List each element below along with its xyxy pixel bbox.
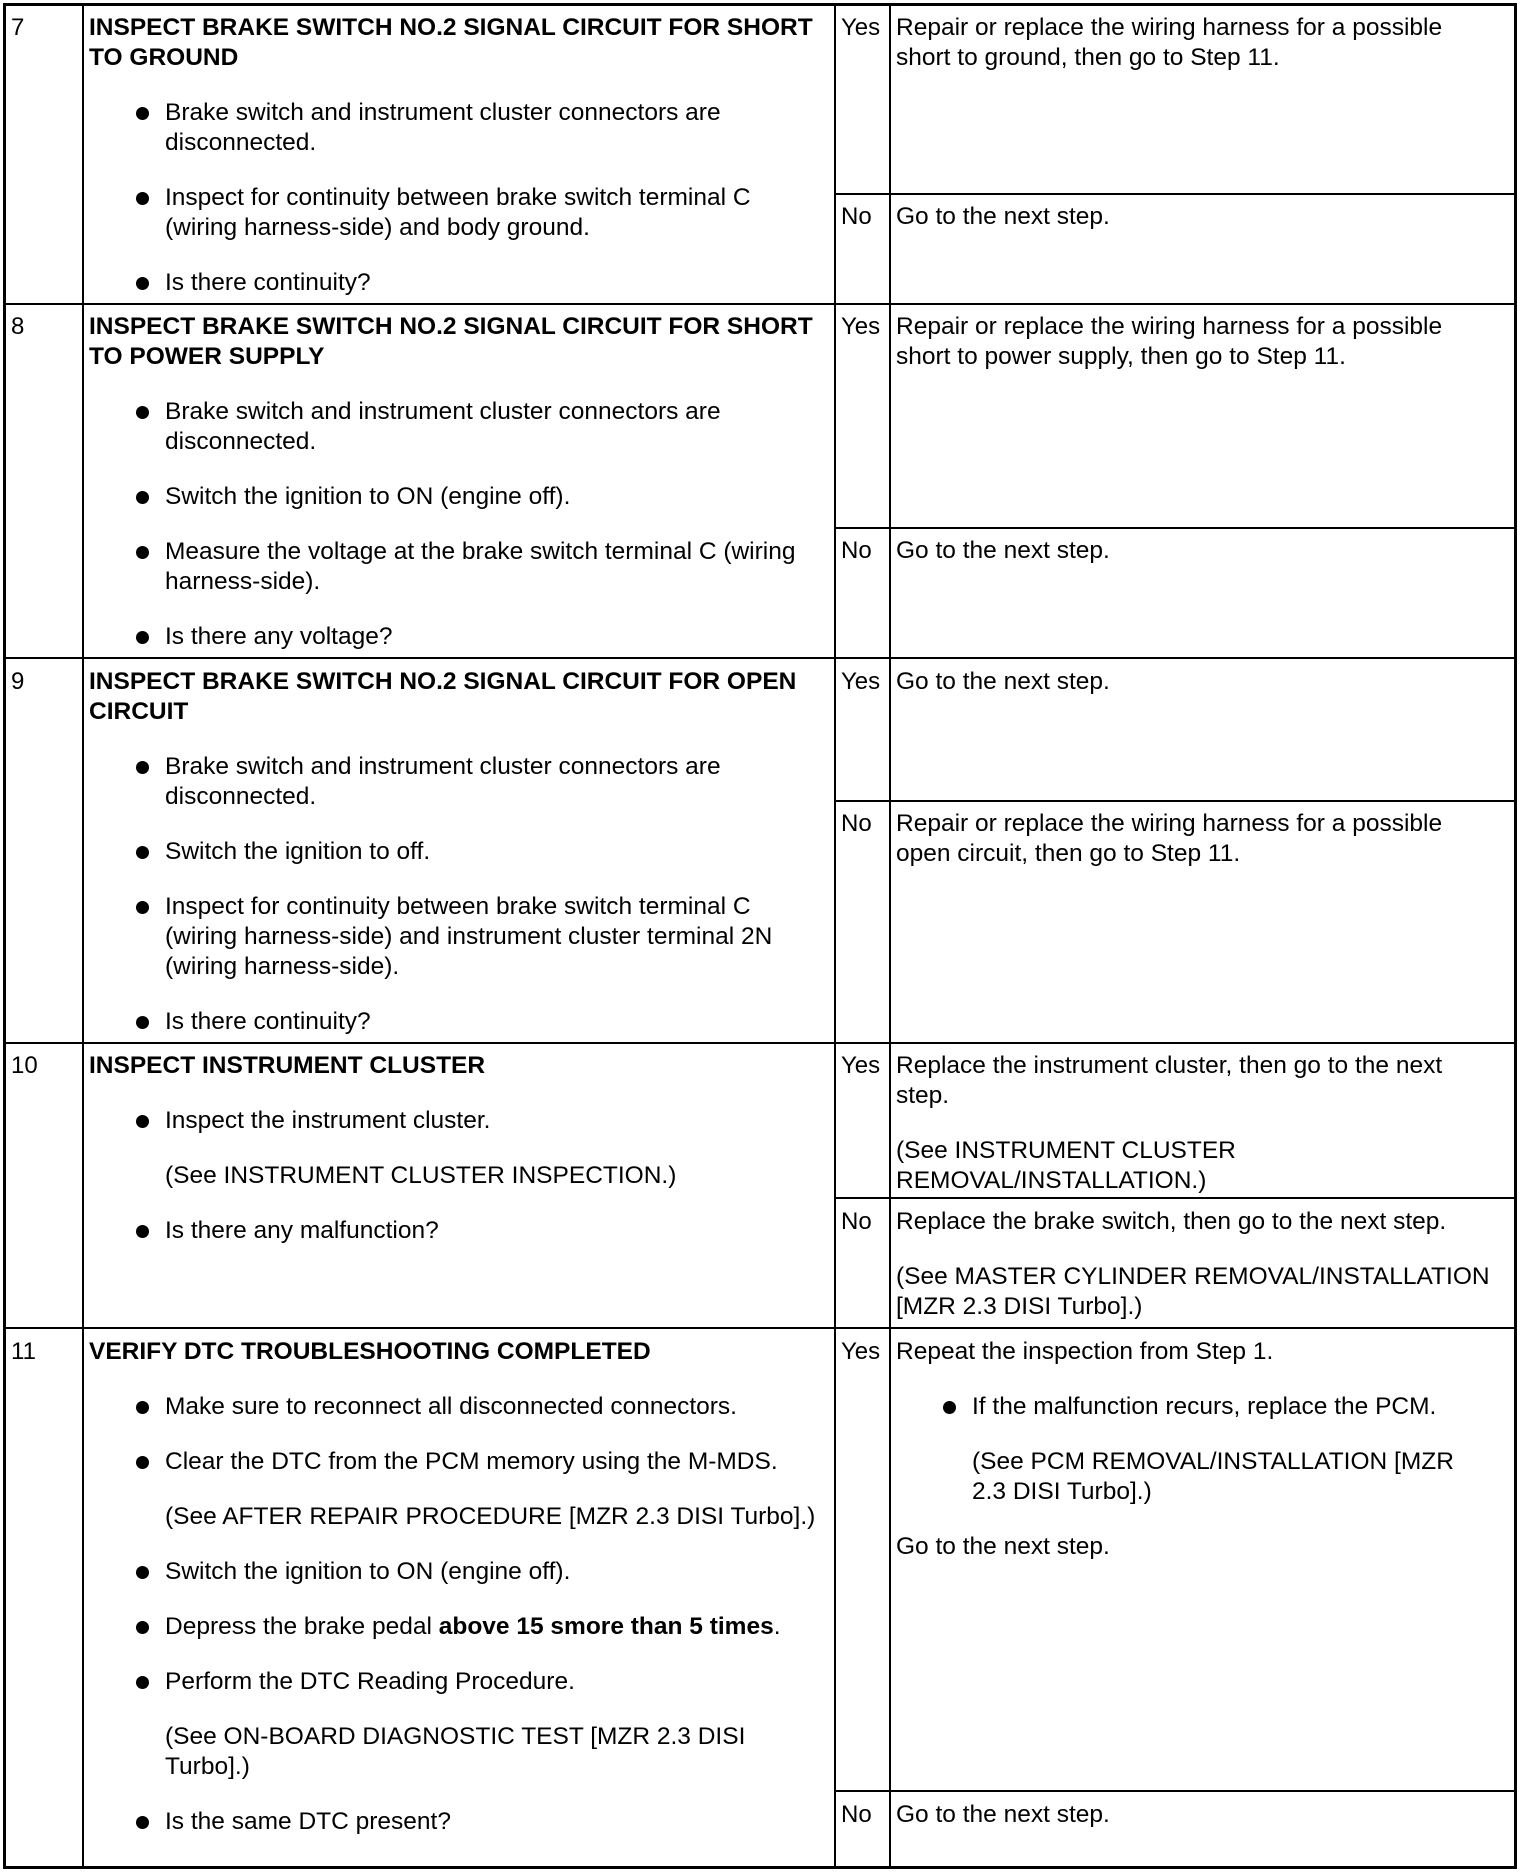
bullet-item: Is there any voltage?: [89, 622, 824, 652]
bullet-item: Is there any malfunction?: [89, 1216, 824, 1246]
row-divider: [3, 1327, 1517, 1329]
yes-action: [896, 667, 1478, 697]
no-reference: (See MASTER CYLINDER REMOVAL/INSTALLATION [MZR 2.3 DISI Turbo].): [896, 1263, 1490, 1320]
yes-label: Yes: [841, 1338, 881, 1365]
row-divider: [3, 657, 1517, 659]
column-divider-result: [889, 3, 891, 1869]
step-title: INSPECT BRAKE SWITCH NO.2 SIGNAL CIRCUIT FOR OPEN CIRCUIT: [89, 668, 797, 725]
yes-label: Yes: [841, 668, 881, 695]
yes-action-text: Go to the next step.: [896, 668, 1110, 695]
bullet-item: [89, 1612, 824, 1642]
yes-action-text: Repair or replace the wiring harness for a possible short to ground, then go to Step 11.: [896, 14, 1443, 71]
no-label: No: [841, 1208, 872, 1235]
reference-note: (See ON-BOARD DIAGNOSTIC TEST [MZR 2.3 DISI Turbo].): [165, 1723, 746, 1780]
yes-action-text: Repair or replace the wiring harness for a possible short to power supply, then go to Step 11.: [896, 313, 1443, 370]
step-number: 9: [11, 668, 25, 695]
no-action: [896, 536, 1478, 566]
step-content: [89, 13, 824, 298]
bullet-item: Brake switch and instrument cluster connectors are disconnected.: [89, 98, 824, 158]
step-number: 8: [11, 313, 25, 340]
bullet-item: Switch the ignition to off.: [89, 837, 829, 867]
yes-label: Yes: [841, 1052, 881, 1079]
bullet-item: Perform the DTC Reading Procedure.: [89, 1667, 824, 1697]
bullet-item: Brake switch and instrument cluster connectors are disconnected.: [89, 397, 824, 457]
bullet-item: Measure the voltage at the brake switch terminal C (wiring harness-side).: [89, 537, 824, 597]
yes-no-divider: [834, 1790, 1517, 1792]
row-divider: [3, 1042, 1517, 1044]
bullet-item: Is the same DTC present?: [89, 1807, 824, 1837]
no-label: No: [841, 810, 872, 837]
no-action-text: Go to the next step.: [896, 1801, 1110, 1828]
no-label: No: [841, 203, 872, 230]
yes-action: [896, 1051, 1478, 1196]
no-action-text: Go to the next step.: [896, 537, 1110, 564]
yes-no-divider: [834, 1197, 1517, 1199]
yes-action: [896, 312, 1478, 372]
no-action: [896, 202, 1478, 232]
step-number: 10: [11, 1052, 38, 1079]
bullet-item: Is there continuity?: [89, 1007, 829, 1037]
yes-label: Yes: [841, 14, 881, 41]
yes-action-text: Replace the instrument cluster, then go to the next step.: [896, 1052, 1443, 1109]
bullet-item: Inspect for continuity between brake switch terminal C (wiring harness-side) and body ground.: [89, 183, 824, 243]
step-content: [89, 312, 824, 652]
step-number: 11: [11, 1338, 36, 1365]
no-action-text: Repair or replace the wiring harness for a possible open circuit, then go to Step 11.: [896, 810, 1443, 867]
no-action: [896, 1800, 1478, 1830]
step-title: INSPECT BRAKE SWITCH NO.2 SIGNAL CIRCUIT FOR SHORT TO POWER SUPPLY: [89, 313, 813, 370]
yes-label: Yes: [841, 313, 881, 340]
reference-note: (See PCM REMOVAL/INSTALLATION [MZR 2.3 DISI Turbo].): [972, 1448, 1454, 1505]
bullet-text-end: .: [773, 1613, 781, 1640]
emphasis-text: above 15 smore than 5 times: [438, 1613, 774, 1640]
no-action-text: Go to the next step.: [896, 203, 1110, 230]
yes-action: [896, 13, 1478, 73]
yes-no-divider: [834, 527, 1517, 529]
no-action-text: Replace the brake switch, then go to the next step.: [896, 1208, 1447, 1235]
reference-note: (See AFTER REPAIR PROCEDURE [MZR 2.3 DISI Turbo].): [165, 1503, 816, 1530]
yes-no-divider: [834, 800, 1517, 802]
yes-action: [896, 1337, 1478, 1562]
reference-note: (See INSTRUMENT CLUSTER INSPECTION.): [165, 1162, 677, 1189]
step-title: INSPECT INSTRUMENT CLUSTER: [89, 1052, 486, 1079]
bullet-item: If the malfunction recurs, replace the PCM.: [896, 1392, 1478, 1422]
column-divider-step: [82, 3, 84, 1869]
step-content: [89, 1051, 824, 1246]
bullet-item: Inspect the instrument cluster.: [89, 1106, 824, 1136]
step-content: [89, 1337, 824, 1837]
step-title: INSPECT BRAKE SWITCH NO.2 SIGNAL CIRCUIT FOR SHORT TO GROUND: [89, 14, 813, 71]
bullet-item: Is there continuity?: [89, 268, 824, 298]
no-label: No: [841, 1801, 872, 1828]
column-divider-action: [834, 3, 836, 1869]
yes-after-text: Go to the next step.: [896, 1533, 1110, 1560]
bullet-item: Make sure to reconnect all disconnected connectors.: [89, 1392, 824, 1422]
bullet-text: Depress the brake pedal: [165, 1613, 439, 1640]
bullet-item: Switch the ignition to ON (engine off).: [89, 1557, 824, 1587]
bullet-item: Brake switch and instrument cluster connectors are disconnected.: [89, 752, 829, 812]
step-number: 7: [11, 14, 25, 41]
row-divider: [3, 303, 1517, 305]
no-label: No: [841, 537, 872, 564]
step-content: [89, 667, 829, 1037]
yes-reference: (See INSTRUMENT CLUSTER REMOVAL/INSTALLATION.): [896, 1137, 1236, 1194]
bullet-item: Inspect for continuity between brake switch terminal C (wiring harness-side) and instrument cluster terminal 2N (wiring harness-side).: [89, 892, 829, 982]
yes-no-divider: [834, 193, 1517, 195]
yes-action-text: Repeat the inspection from Step 1.: [896, 1338, 1274, 1365]
bullet-item: Switch the ignition to ON (engine off).: [89, 482, 824, 512]
no-action: [896, 809, 1478, 869]
no-action: [896, 1207, 1496, 1322]
step-title: VERIFY DTC TROUBLESHOOTING COMPLETED: [89, 1338, 651, 1365]
bullet-item: Clear the DTC from the PCM memory using the M-MDS.: [89, 1447, 824, 1477]
